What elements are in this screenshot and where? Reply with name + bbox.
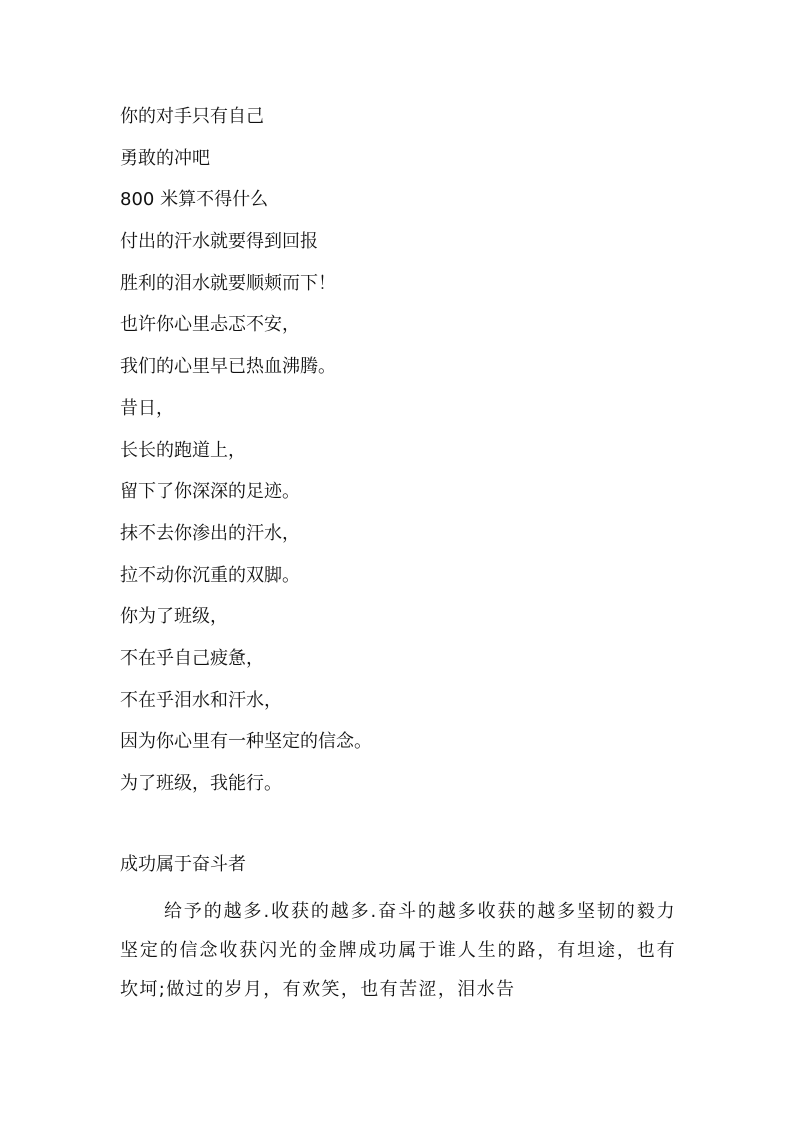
essay-section xyxy=(120,852,680,1009)
poem-line: 因为你心里有一种坚定的信念。 xyxy=(120,731,372,753)
poem-line: 勇敢的冲吧 xyxy=(120,147,210,169)
body-paragraph: 给予的越多.收获的越多.奋斗的越多收获的越多坚韧的毅力坚定的信念收获闪光的金牌成功属于谁人生的路，有坦途，也有坎坷;做过的岁月，有欢笑，也有苦涩，泪水告 xyxy=(120,901,676,1000)
poem-line: 抹不去你渗出的汗水， xyxy=(120,522,300,544)
poem-line: 胜利的泪水就要顺颊而下！ xyxy=(120,272,336,294)
poem xyxy=(120,104,372,813)
poem-line: 为了班级，我能行。 xyxy=(120,773,282,794)
poem-line: 付出的汗水就要得到回报 xyxy=(120,231,318,253)
poem-line: 你为了班级， xyxy=(120,606,228,628)
poem-line: 你的对手只有自己 xyxy=(120,106,264,127)
poem-line: 也许你心里忐忑不安， xyxy=(120,314,300,336)
poem-line: 昔日， xyxy=(120,397,174,419)
poem-line: 拉不动你沉重的双脚。 xyxy=(120,564,300,586)
poem-line: 我们的心里早已热血沸腾。 xyxy=(120,356,336,378)
poem-line: 长长的跑道上， xyxy=(120,439,246,461)
section-title: 成功属于奋斗者 xyxy=(120,854,246,875)
poem-line: 不在乎泪水和汗水， xyxy=(120,689,282,711)
poem-line: 不在乎自己疲惫， xyxy=(120,647,264,669)
poem-line: 留下了你深深的足迹。 xyxy=(120,481,300,503)
poem-line: 800 米算不得什么 xyxy=(120,189,269,211)
